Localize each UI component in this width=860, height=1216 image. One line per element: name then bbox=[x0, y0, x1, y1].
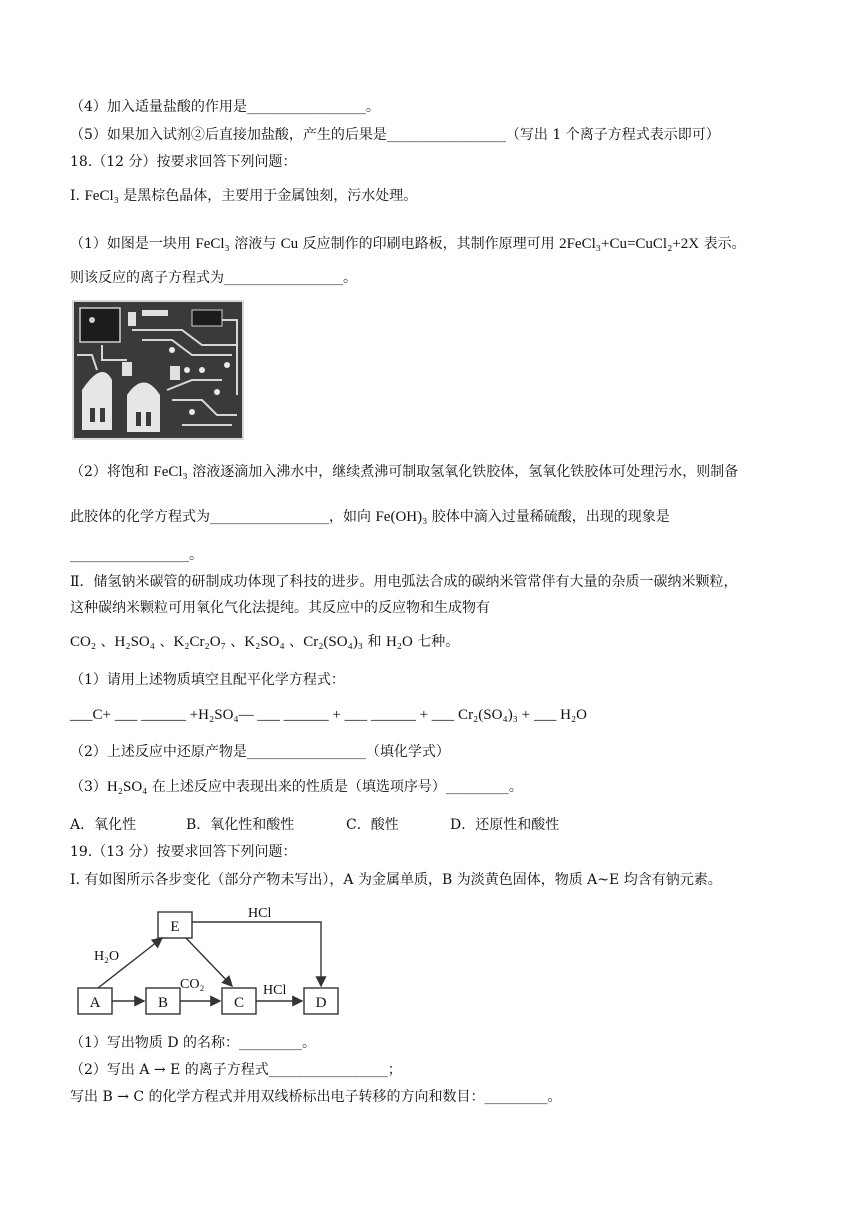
species-k2cr2o7: K₂Cr₂O₇ bbox=[173, 634, 226, 650]
node-b: B bbox=[157, 995, 169, 1011]
q19-sub1: （1）写出物质 D 的名称：_________。 bbox=[70, 1035, 317, 1051]
q17-part5: （5）如果加入试剂②后直接加盐酸，产生的后果是_________________（写出 1 个离子方程式表示即可） bbox=[70, 127, 720, 143]
q18-part-ii-q1: （1）请用上述物质填空且配平化学方程式： bbox=[70, 672, 345, 688]
species-co2: CO₂ bbox=[70, 634, 97, 650]
q19-sub2: （2）写出 A → E 的离子方程式_________________； bbox=[70, 1062, 402, 1078]
node-c: C bbox=[233, 995, 245, 1011]
q18-sub2-line2: 此胶体的化学方程式为_________________，如向 Fe(OH)₃ 胶体中滴入过量稀硫酸，出现的现象是 bbox=[70, 509, 670, 525]
q18-part-i: I. FeCl₃ 是黑棕色晶体，主要用于金属蚀刻，污水处理。 bbox=[70, 188, 418, 204]
q18-equation: ___C+ ___ ______ +H₂SO₄— ___ ______ + ___ ______ + ___ Cr₂(SO₄)₃ + ___ H₂O bbox=[70, 707, 588, 723]
q18-part-ii-q3: （3）H₂SO₄ 在上述反应中表现出来的性质是（填选项序号）_________。 bbox=[70, 779, 523, 795]
label-co2: CO₂ bbox=[180, 977, 205, 992]
option-b: B．氧化性和酸性 bbox=[186, 817, 295, 833]
species-h2o: H₂O bbox=[385, 634, 413, 650]
q18-header: 18.（12 分）按要求回答下列问题： bbox=[70, 154, 297, 170]
q19-sub3: 写出 B → C 的化学方程式并用双线桥标出电子转移的方向和数目：_________。 bbox=[70, 1089, 562, 1105]
q18-sub2-blank: _________________。 bbox=[70, 547, 203, 563]
q19-header: 19.（13 分）按要求回答下列问题： bbox=[70, 844, 297, 860]
q19-intro: I. 有如图所示各步变化（部分产物未写出），A 为金属单质，B 为淡黄色固体，物质 A~E 均含有钠元素。 bbox=[70, 872, 722, 888]
option-a: A．氧化性 bbox=[70, 817, 137, 833]
q18-part-ii-q2: （2）上述反应中还原产物是_________________（填化学式） bbox=[70, 744, 450, 760]
species-k2so4: K₂SO₄ bbox=[244, 634, 285, 650]
q18-species-line: CO₂ 、H₂SO₄ 、K₂Cr₂O₇ 、K₂SO₄ 、Cr₂(SO₄)₃ 和 H₂O 七种。 bbox=[70, 634, 460, 650]
option-c: C．酸性 bbox=[346, 817, 399, 833]
node-e: E bbox=[170, 919, 180, 935]
q17-part4: （4）加入适量盐酸的作用是_________________。 bbox=[70, 99, 380, 115]
circuit-board-image bbox=[72, 300, 244, 440]
species-h2so4: H₂SO₄ bbox=[114, 634, 155, 650]
q18-sub1-line2: 则该反应的离子方程式为_________________。 bbox=[70, 270, 357, 286]
q18-sub1-line1: （1）如图是一块用 FeCl₃ 溶液与 Cu 反应制作的印刷电路板，其制作原理可用 2FeCl₃+Cu=CuCl₂+2X 表示。 bbox=[70, 236, 746, 252]
q18-sub2-line1: （2）将饱和 FeCl₃ 溶液逐滴加入沸水中，继续煮沸可制取氢氧化铁胶体，氢氧化铁胶体可处理污水，则制备 bbox=[70, 464, 739, 480]
label-h2o: H₂O bbox=[94, 949, 120, 964]
node-d: D bbox=[315, 995, 327, 1011]
label-hcl-ed: HCl bbox=[248, 906, 272, 921]
species-cr2so43: Cr₂(SO₄)₃ bbox=[303, 634, 364, 650]
label-hcl-cd: HCl bbox=[263, 983, 287, 998]
option-d: D．还原性和酸性 bbox=[450, 817, 560, 833]
q18-part-ii-line1: Ⅱ．储氢钠米碳管的研制成功体现了科技的进步。用电弧法合成的碳纳米管常伴有大量的杂质一碳纳米颗粒， bbox=[70, 574, 738, 590]
node-a: A bbox=[89, 995, 101, 1011]
arrow-e-d bbox=[192, 922, 321, 986]
q18-part-ii-line2: 这种碳纳米颗粒可用氧化气化法提纯。其反应中的反应物和生成物有 bbox=[70, 600, 490, 616]
reaction-flow-diagram bbox=[72, 900, 362, 1025]
